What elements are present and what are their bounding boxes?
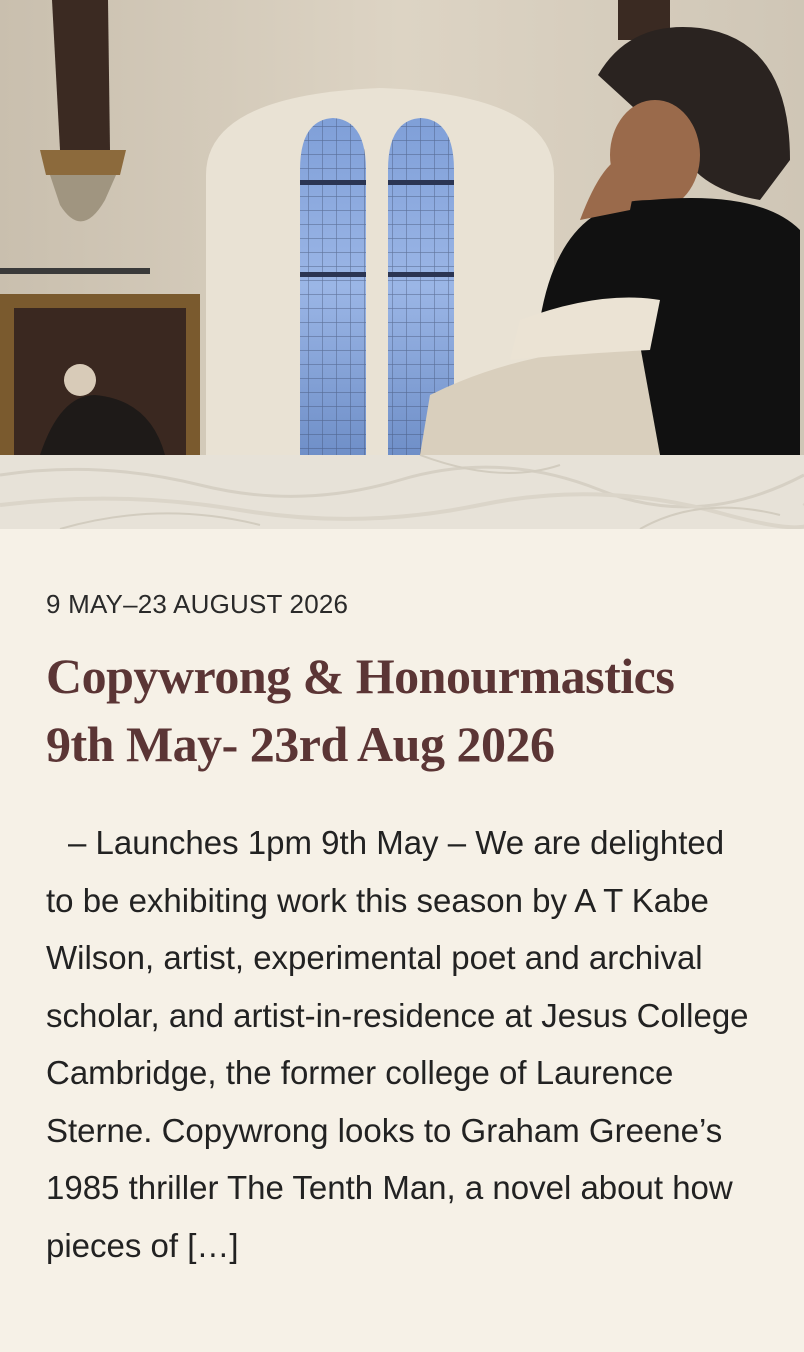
event-title-line2[interactable]: 9th May- 23rd Aug 2026 xyxy=(46,716,555,772)
event-title[interactable] xyxy=(46,642,758,778)
event-card[interactable] xyxy=(0,529,804,1274)
event-excerpt xyxy=(46,814,758,1274)
hero-photo xyxy=(0,0,804,455)
event-date: 9 MAY–23 AUGUST 2026 xyxy=(46,589,349,619)
marble-divider xyxy=(0,455,804,529)
hero-image[interactable] xyxy=(0,0,804,455)
event-excerpt-text: – Launches 1pm 9th May – We are delighted to be exhibiting work this season by A T Kabe Wilson, artist, experimental poet and archival scholar, and artist-in-residence at Jesus College Cambridge, the former college of Laurence Sterne. Copywrong looks to Graham Greene’s 1985 thriller The Tenth Man, a novel about how pieces of […] xyxy=(46,824,749,1264)
event-title-line1[interactable]: Copywrong & Honourmastics xyxy=(46,648,675,704)
